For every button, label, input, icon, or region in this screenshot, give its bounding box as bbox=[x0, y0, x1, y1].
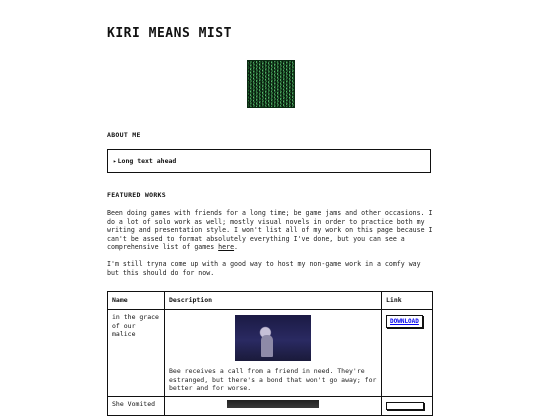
details-summary-label: Long text ahead bbox=[117, 157, 177, 165]
work-thumbnail bbox=[235, 315, 311, 361]
disclosure-triangle-icon: ▸ bbox=[113, 157, 117, 165]
hosting-note-paragraph: I'm still tryna come up with a good way to host my non-game work in a comfy way but this should do for now. bbox=[107, 260, 421, 277]
featured-intro-end: . bbox=[234, 243, 239, 251]
table-row bbox=[108, 310, 433, 397]
featured-intro-paragraph bbox=[107, 209, 435, 252]
work-link-cell bbox=[382, 310, 433, 397]
long-text-details-toggle[interactable] bbox=[107, 149, 431, 173]
work-thumbnail bbox=[227, 400, 319, 408]
avatar-image bbox=[247, 60, 295, 108]
site-title: KIRI MEANS MIST bbox=[107, 26, 232, 41]
work-description-cell bbox=[165, 396, 382, 415]
work-description: Bee receives a call from a friend in need. They're estranged, but there's a bond that won't go away; for better and for worse. bbox=[169, 367, 377, 392]
work-title: in the grace of our malice bbox=[108, 310, 165, 397]
featured-heading: FEATURED WORKS bbox=[107, 191, 166, 199]
download-button[interactable] bbox=[386, 402, 424, 410]
work-link-cell bbox=[382, 396, 433, 415]
work-title: She Vomited bbox=[108, 396, 165, 415]
featured-intro-text: Been doing games with friends for a long time; be game jams and other occasions. I do a lot of solo work as well; mostly visual novels in order to practice both my writing and presentation style. I won't list all of my work on this page because I can't be assed to format absolutely everything I've done, but you can see a comprehensive list of games bbox=[107, 209, 433, 251]
games-list-link[interactable]: here bbox=[218, 243, 235, 251]
header-name: Name bbox=[108, 292, 165, 310]
work-description-cell bbox=[165, 310, 382, 397]
header-link: Link bbox=[382, 292, 433, 310]
header-description: Description bbox=[165, 292, 382, 310]
featured-works-table bbox=[107, 291, 433, 416]
about-heading: ABOUT ME bbox=[107, 131, 141, 139]
download-button[interactable]: DOWNLOAD bbox=[386, 315, 423, 328]
table-header-row bbox=[108, 292, 433, 310]
table-row bbox=[108, 396, 433, 415]
